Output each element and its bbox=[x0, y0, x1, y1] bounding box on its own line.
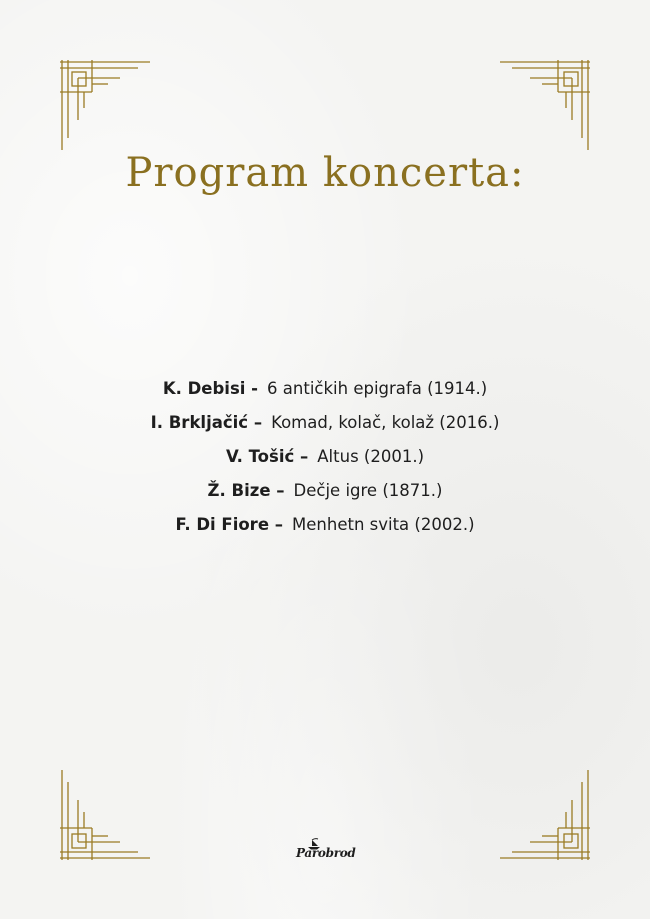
concert-program-list bbox=[0, 372, 650, 542]
program-item bbox=[175, 508, 474, 542]
work-title: Altus (2001.) bbox=[317, 447, 425, 466]
program-item bbox=[208, 474, 443, 508]
program-item bbox=[151, 406, 500, 440]
work-title: Dečje igre (1871.) bbox=[293, 481, 443, 500]
composer-name: F. Di Fiore – bbox=[175, 515, 284, 534]
corner-ornament-top-left bbox=[58, 58, 150, 150]
program-item bbox=[226, 440, 424, 474]
program-item bbox=[163, 372, 487, 406]
corner-ornament-bottom-right bbox=[500, 770, 592, 862]
page-title: Program koncerta: bbox=[125, 150, 525, 196]
composer-name: I. Brkljačić – bbox=[150, 413, 263, 432]
corner-ornament-bottom-left bbox=[58, 770, 150, 862]
composer-name: K. Debisi - bbox=[162, 379, 259, 398]
work-title: 6 antičkih epigrafa (1914.) bbox=[267, 379, 488, 398]
logo-text: Parobrod bbox=[296, 846, 356, 860]
work-title: Menhetn svita (2002.) bbox=[292, 515, 475, 534]
composer-name: Ž. Bize – bbox=[207, 481, 285, 500]
corner-ornament-top-right bbox=[500, 58, 592, 150]
work-title: Komad, kolač, kolaž (2016.) bbox=[271, 413, 500, 432]
parobrod-logo bbox=[292, 838, 358, 864]
composer-name: V. Tošić – bbox=[225, 447, 309, 466]
